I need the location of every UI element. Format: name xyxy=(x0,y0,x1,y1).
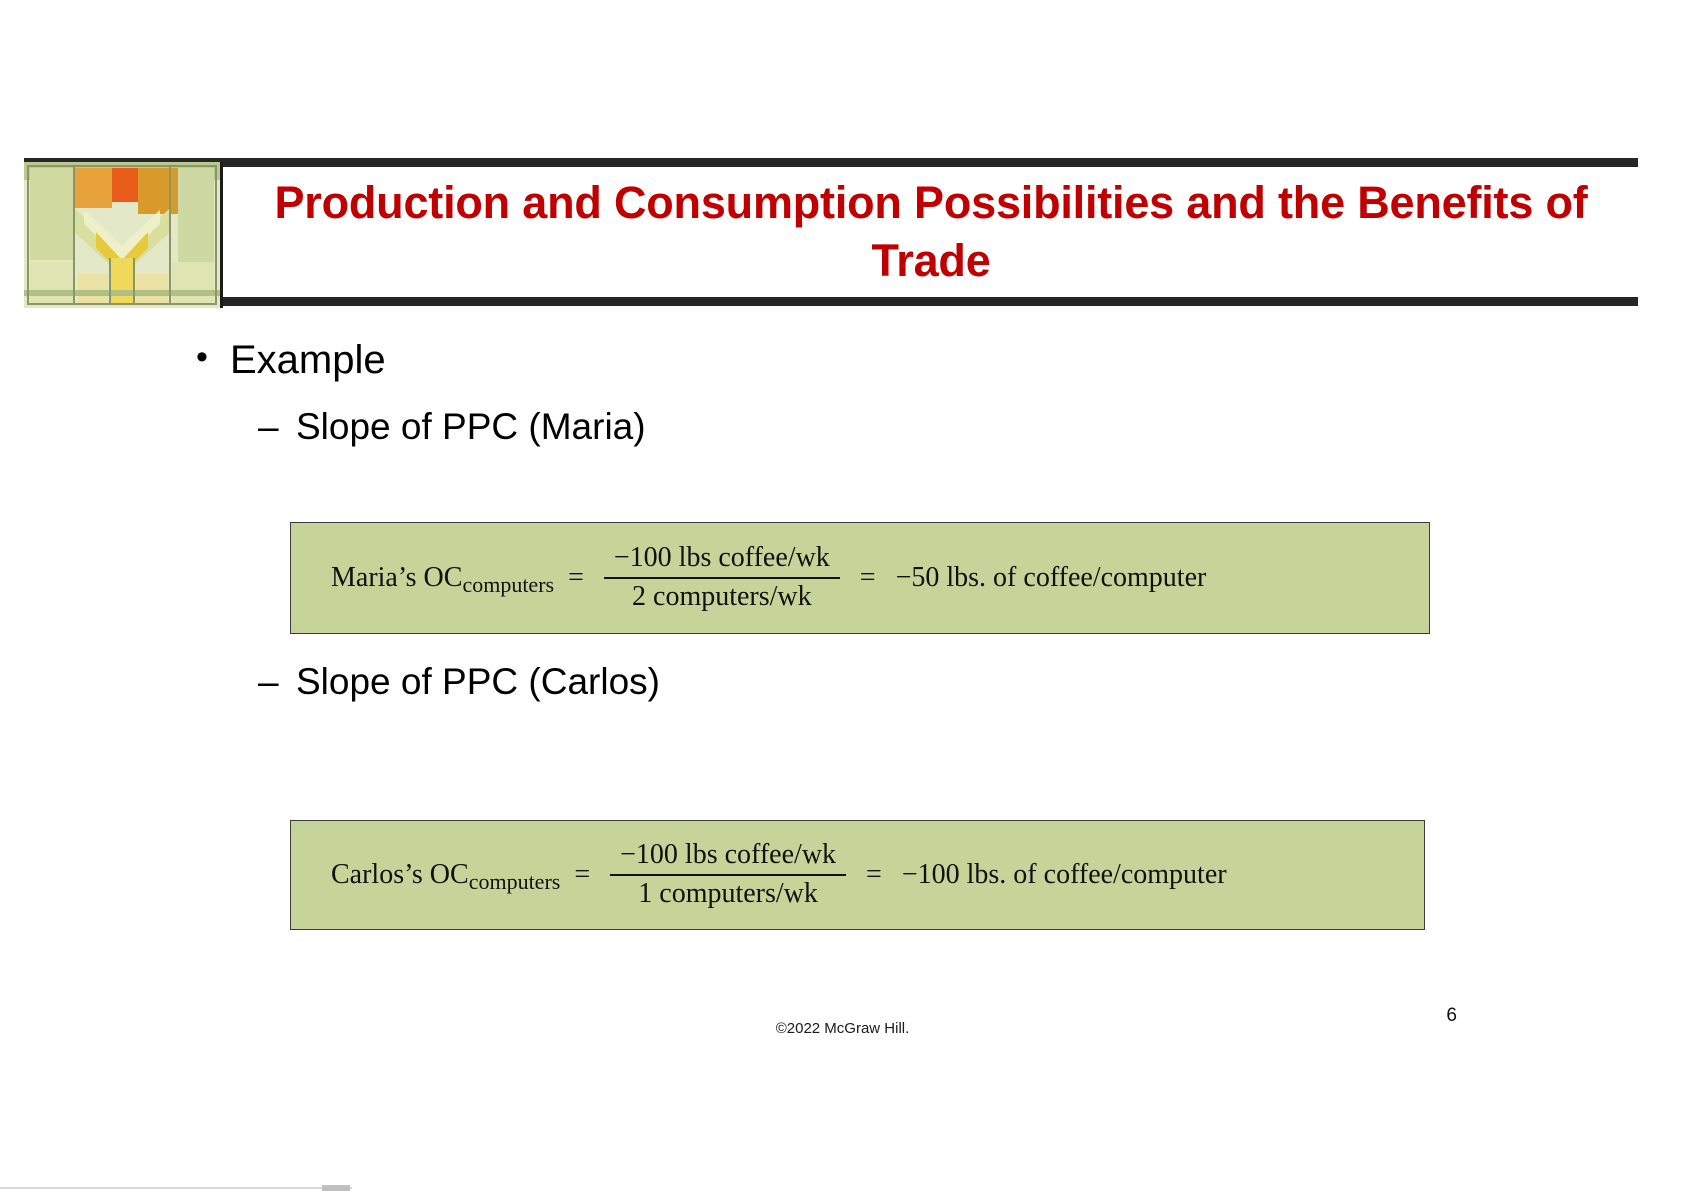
carlos-equals-2: = xyxy=(866,859,882,890)
slide-title: Production and Consumption Possibilities and the Benefits of Trade xyxy=(274,177,1588,286)
bullet-slope-carlos xyxy=(258,660,660,704)
maria-fraction xyxy=(604,543,840,613)
header-bottom-rule xyxy=(24,297,1638,306)
maria-equals-1: = xyxy=(568,562,584,593)
bullet-slope-maria-label: Slope of PPC (Maria) xyxy=(296,406,646,447)
maria-equals-2: = xyxy=(859,562,876,593)
maria-equation xyxy=(291,543,1206,613)
bottom-divider xyxy=(0,1187,352,1189)
maria-numerator: −100 lbs coffee/wk xyxy=(613,542,830,574)
carlos-result: −100 lbs. of coffee/computer xyxy=(901,859,1227,890)
stained-glass-logo-icon xyxy=(24,162,223,308)
maria-result: −50 lbs. of coffee/computer xyxy=(895,562,1207,593)
carlos-fraction xyxy=(610,840,846,910)
carlos-oc-label: Carlos’s OC xyxy=(331,859,469,890)
bullet-example-label: Example xyxy=(230,338,386,382)
maria-oc-subscript: computers xyxy=(462,572,555,597)
carlos-oc-subscript: computers xyxy=(468,869,561,894)
bullet-dot-icon: • xyxy=(196,338,208,376)
dash-marker-icon: – xyxy=(258,406,279,447)
copyright-notice: ©2022 McGraw Hill. xyxy=(775,1020,910,1037)
maria-oc-label: Maria’s OC xyxy=(331,562,463,593)
dash-marker-icon: – xyxy=(258,661,279,702)
carlos-equation xyxy=(291,840,1227,910)
carlos-numerator: −100 lbs coffee/wk xyxy=(620,839,837,871)
bullet-slope-carlos-label: Slope of PPC (Carlos) xyxy=(296,661,660,702)
bullet-slope-maria xyxy=(258,405,646,449)
page-number: 6 xyxy=(1446,1005,1457,1026)
carlos-equation-box xyxy=(290,820,1425,930)
bullet-example xyxy=(196,336,386,384)
maria-equation-box xyxy=(290,522,1430,634)
carlos-equals-1: = xyxy=(574,859,591,890)
bottom-tick-marker xyxy=(322,1185,350,1191)
maria-denominator: 2 computers/wk xyxy=(632,581,812,612)
slide-header xyxy=(24,158,1638,306)
carlos-denominator: 1 computers/wk xyxy=(638,878,818,909)
